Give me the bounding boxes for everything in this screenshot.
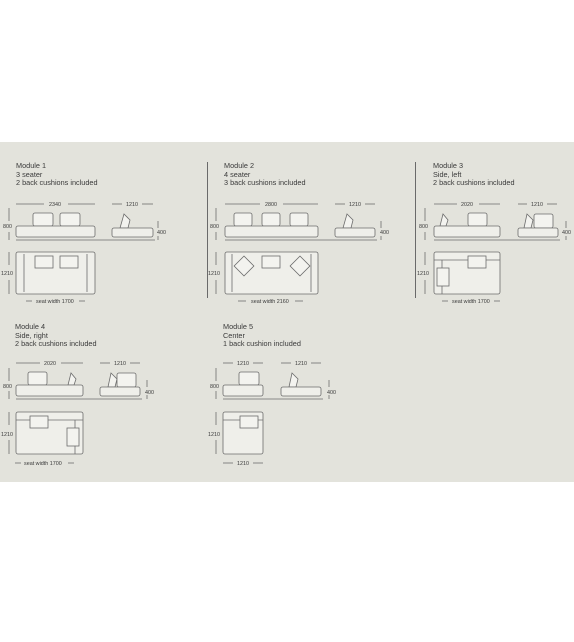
module-5-depth-dim: 1210 <box>295 361 307 367</box>
module-3-height-dim: 800 <box>419 224 428 230</box>
module-3-seats: Side, left <box>433 169 462 179</box>
module-2-seat-h-dim: 400 <box>380 230 389 236</box>
module-4-depth-dim: 1210 <box>114 361 126 367</box>
module-4-seat-h-dim: 400 <box>145 390 154 396</box>
module-2-width-dim: 2800 <box>265 202 277 208</box>
module-3-name: Module 3 <box>433 161 464 170</box>
drawing-panel <box>0 142 574 482</box>
module-5-cushions: 1 back cushion included <box>223 339 301 349</box>
module-5-plan-cushion <box>240 416 258 428</box>
module-1-cushions: 2 back cushions included <box>16 178 98 188</box>
module-4-cushions: 2 back cushions included <box>15 339 97 349</box>
module-2-name: Module 2 <box>224 161 255 170</box>
module-5-side-seat <box>281 387 321 396</box>
module-2-seats: 4 seater <box>224 169 251 179</box>
module-5-seat-h-dim: 400 <box>327 390 336 396</box>
module-2-cushions: 3 back cushions included <box>224 178 306 188</box>
module-2-plan-depth-dim: 1210 <box>208 271 220 277</box>
module-5-height-dim: 800 <box>210 384 219 390</box>
module-1-seat-width: seat width 1700 <box>36 299 74 305</box>
module-5-plan-depth-dim: 1210 <box>208 432 220 438</box>
module-1-seat-h-dim: 400 <box>157 230 166 236</box>
module-3-width-dim: 2020 <box>461 202 473 208</box>
module-1-plan-depth-dim: 1210 <box>1 271 13 277</box>
module-2-height-dim: 800 <box>210 224 219 230</box>
module-1-depth-dim: 1210 <box>126 202 138 208</box>
module-2-depth-dim: 1210 <box>349 202 361 208</box>
module-5-front-cushion <box>239 372 259 385</box>
module-1-width-dim: 2340 <box>49 202 61 208</box>
module-4-plan-depth-dim: 1210 <box>1 432 13 438</box>
module-5-front-seat <box>223 385 263 396</box>
module-3-seat-h-dim: 400 <box>562 230 571 236</box>
module-5-side-cushion <box>289 373 298 387</box>
module-4-seat-width: seat width 1700 <box>24 461 62 467</box>
module-1-height-dim: 800 <box>3 224 12 230</box>
module-5-width-dim: 1210 <box>237 361 249 367</box>
module-5-name: Module 5 <box>223 322 254 331</box>
module-3-seat-width: seat width 1700 <box>452 299 490 305</box>
module-5-drawing <box>0 142 574 482</box>
module-4-seats: Side, right <box>15 330 48 340</box>
module-1-seats: 3 seater <box>16 169 43 179</box>
module-3-cushions: 2 back cushions included <box>433 178 515 188</box>
module-2-seat-width: seat width 2160 <box>251 299 289 305</box>
module-5-seat-width: 1210 <box>237 461 249 467</box>
module-1-name: Module 1 <box>16 161 47 170</box>
module-3-plan-depth-dim: 1210 <box>417 271 429 277</box>
module-5-seats: Center <box>223 330 245 340</box>
module-4-name: Module 4 <box>15 322 46 331</box>
module-4-width-dim: 2020 <box>44 361 56 367</box>
module-3-depth-dim: 1210 <box>531 202 543 208</box>
module-4-height-dim: 800 <box>3 384 12 390</box>
